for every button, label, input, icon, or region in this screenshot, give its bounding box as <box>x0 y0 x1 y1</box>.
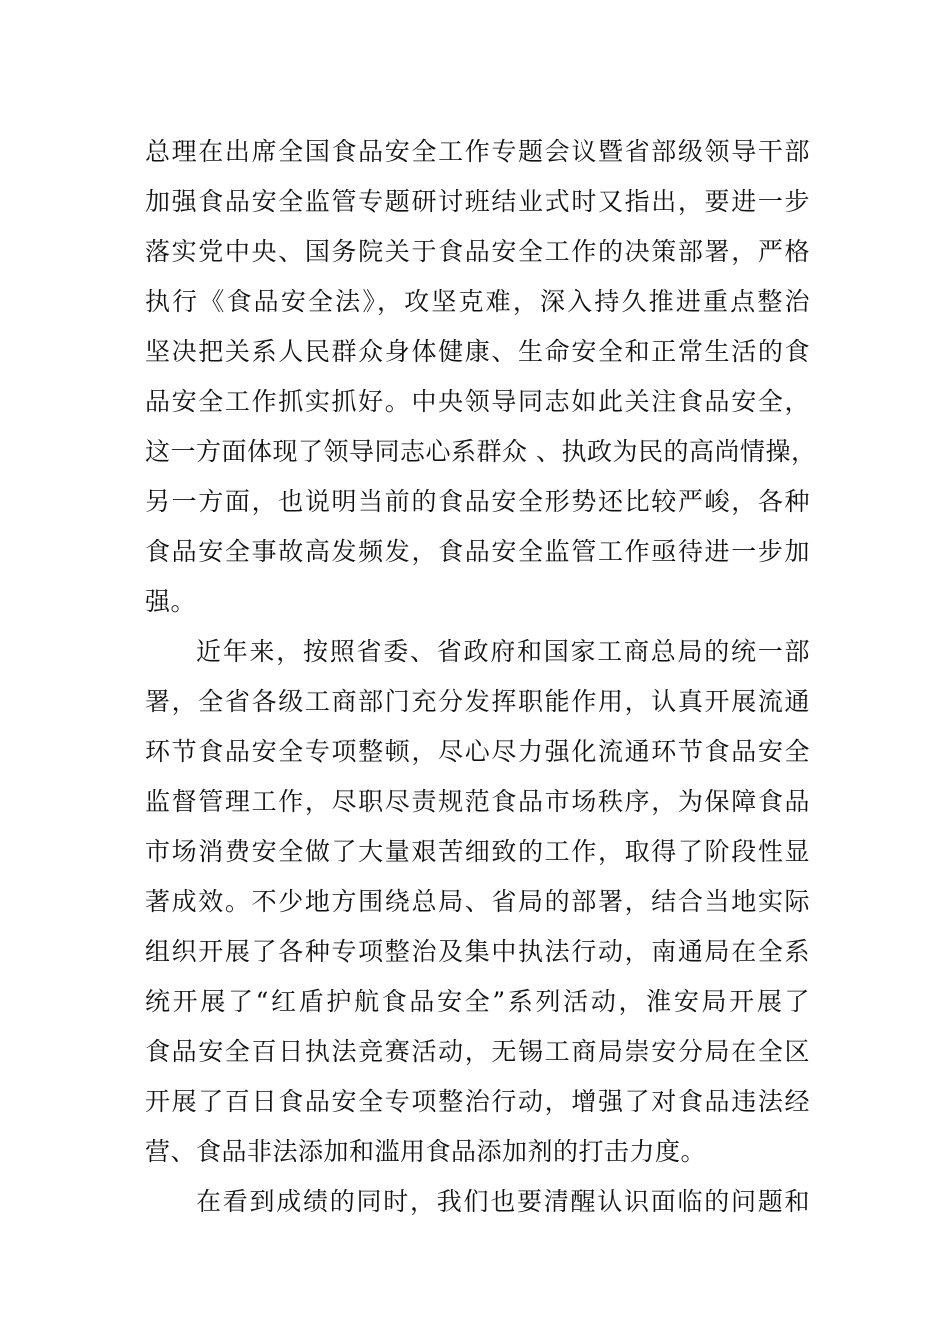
text-line-17: 组织开展了各种专项整治及集中执法行动，南通局在全系 <box>145 937 810 966</box>
text-line-8: 另一方面，也说明当前的食品安全形势还比较严峻，各种 <box>145 487 810 516</box>
text-line-7: 这一方面体现了领导同志心系群众 、执政为民的高尚情操， <box>145 437 817 466</box>
text-line-21: 营、食品非法添加和滥用食品添加剂的打击力度。 <box>145 1137 707 1166</box>
text-line-6: 品安全工作抓实抓好。中央领导同志如此关注食品安全， <box>145 387 810 416</box>
text-line-9: 食品安全事故高发频发，食品安全监管工作亟待进一步加 <box>145 537 810 566</box>
text-line-16: 著成效。不少地方围绕总局、省局的部署，结合当地实际 <box>145 887 810 916</box>
text-line-15: 市场消费安全做了大量艰苦细致的工作，取得了阶段性显 <box>145 837 810 866</box>
text-line-20: 开展了百日食品安全专项整治行动，增强了对食品违法经 <box>145 1087 810 1116</box>
text-line-18: 统开展了“红盾护航食品安全”系列活动，淮安局开展了 <box>145 987 810 1016</box>
text-line-13: 环节食品安全专项整顿，尽心尽力强化流通环节食品安全 <box>145 737 810 766</box>
text-line-10: 强。 <box>145 587 197 616</box>
text-line-1: 总理在出席全国食品安全工作专题会议暨省部级领导干部 <box>145 137 810 166</box>
text-line-2: 加强食品安全监管专题研讨班结业式时又指出，要进一步 <box>145 187 810 216</box>
paragraph-3-line-1: 在看到成绩的同时，我们也要清醒认识面临的问题和 <box>196 1187 810 1216</box>
text-line-12: 署，全省各级工商部门充分发挥职能作用，认真开展流通 <box>145 687 810 716</box>
text-line-5: 坚决把关系人民群众身体健康、生命安全和正常生活的食 <box>145 337 810 366</box>
text-line-3: 落实党中央、国务院关于食品安全工作的决策部署，严格 <box>145 237 810 266</box>
text-line-14: 监督管理工作，尽职尽责规范食品市场秩序，为保障食品 <box>145 787 810 816</box>
text-line-4: 执行《食品安全法》，攻坚克难，深入持久推进重点整治 <box>145 287 810 316</box>
paragraph-2-line-1: 近年来，按照省委、省政府和国家工商总局的统一部 <box>196 637 810 666</box>
text-line-19: 食品安全百日执法竞赛活动，无锡工商局崇安分局在全区 <box>145 1037 810 1066</box>
